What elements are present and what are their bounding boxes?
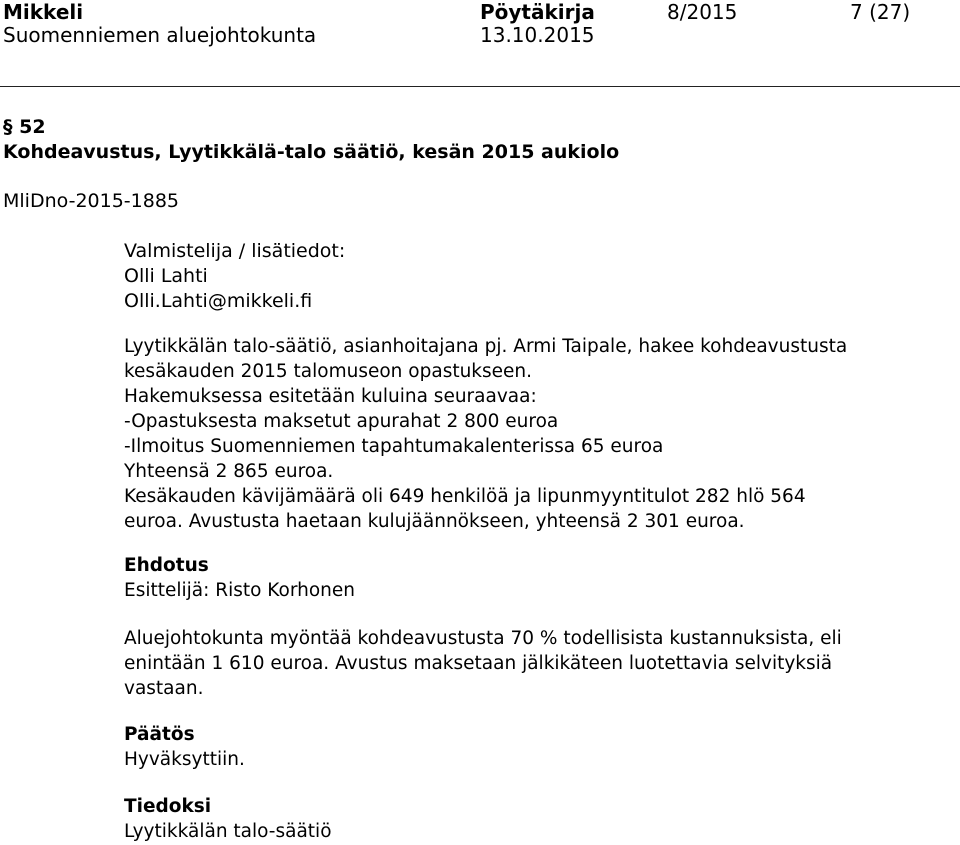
preparer-label: Valmistelija / lisätiedot: xyxy=(124,240,346,262)
notice-heading: Tiedoksi xyxy=(124,796,212,817)
proposal-line: enintään 1 610 euroa. Avustus maksetaan jälkikäteen luotettavia selvityksiä xyxy=(124,653,833,674)
organization-name: Mikkeli xyxy=(3,0,84,24)
description-line: Kesäkauden kävijämäärä oli 649 henkilöä ja lipunmyyntitulot 282 hlö 564 xyxy=(124,486,806,507)
section-symbol: § xyxy=(3,116,13,138)
description-line: euroa. Avustusta haetaan kulujäännökseen, yhteensä 2 301 euroa. xyxy=(124,511,745,532)
description-line: Yhteensä 2 865 euroa. xyxy=(124,461,334,482)
description-line: -Opastuksesta maksetut apurahat 2 800 euroa xyxy=(124,411,559,432)
preparer-name: Olli Lahti xyxy=(124,265,208,287)
document-number: 8/2015 xyxy=(667,0,738,24)
preparer-email: Olli.Lahti@mikkeli.fi xyxy=(124,290,313,312)
description-line: -Ilmoitus Suomenniemen tapahtumakalenterissa 65 euroa xyxy=(124,436,664,457)
preparer-block xyxy=(124,239,345,314)
proposal-text xyxy=(124,626,842,701)
meeting-date: 13.10.2015 xyxy=(480,23,595,47)
page-number: 7 (27) xyxy=(850,0,911,24)
proposal-line: Aluejohtokunta myöntää kohdeavustusta 70 % todellisista kustannuksista, eli xyxy=(124,628,842,649)
description-line: Hakemuksessa esitetään kuluina seuraavaa: xyxy=(124,386,537,407)
section-title: Kohdeavustus, Lyytikkälä-talo säätiö, kesän 2015 aukiolo xyxy=(3,141,620,163)
document-type: Pöytäkirja xyxy=(480,0,595,24)
proposal-heading: Ehdotus xyxy=(124,555,209,576)
section-number xyxy=(3,116,46,138)
notice-text: Lyytikkälän talo-säätiö xyxy=(124,821,332,842)
proposal-line: vastaan. xyxy=(124,678,204,699)
decision-heading: Päätös xyxy=(124,724,195,745)
section-number-value: 52 xyxy=(19,116,46,138)
description-line: Lyytikkälän talo-säätiö, asianhoitajana pj. Armi Taipale, hakee kohdeavustusta xyxy=(124,336,848,357)
description-line: kesäkauden 2015 talomuseon opastukseen. xyxy=(124,361,533,382)
reference-number: MliDno-2015-1885 xyxy=(3,190,180,212)
proposal-presenter: Esittelijä: Risto Korhonen xyxy=(124,580,355,601)
committee-name: Suomenniemen aluejohtokunta xyxy=(3,23,317,47)
decision-text: Hyväksyttiin. xyxy=(124,749,245,770)
description-block xyxy=(124,334,847,534)
header-divider xyxy=(0,86,960,87)
